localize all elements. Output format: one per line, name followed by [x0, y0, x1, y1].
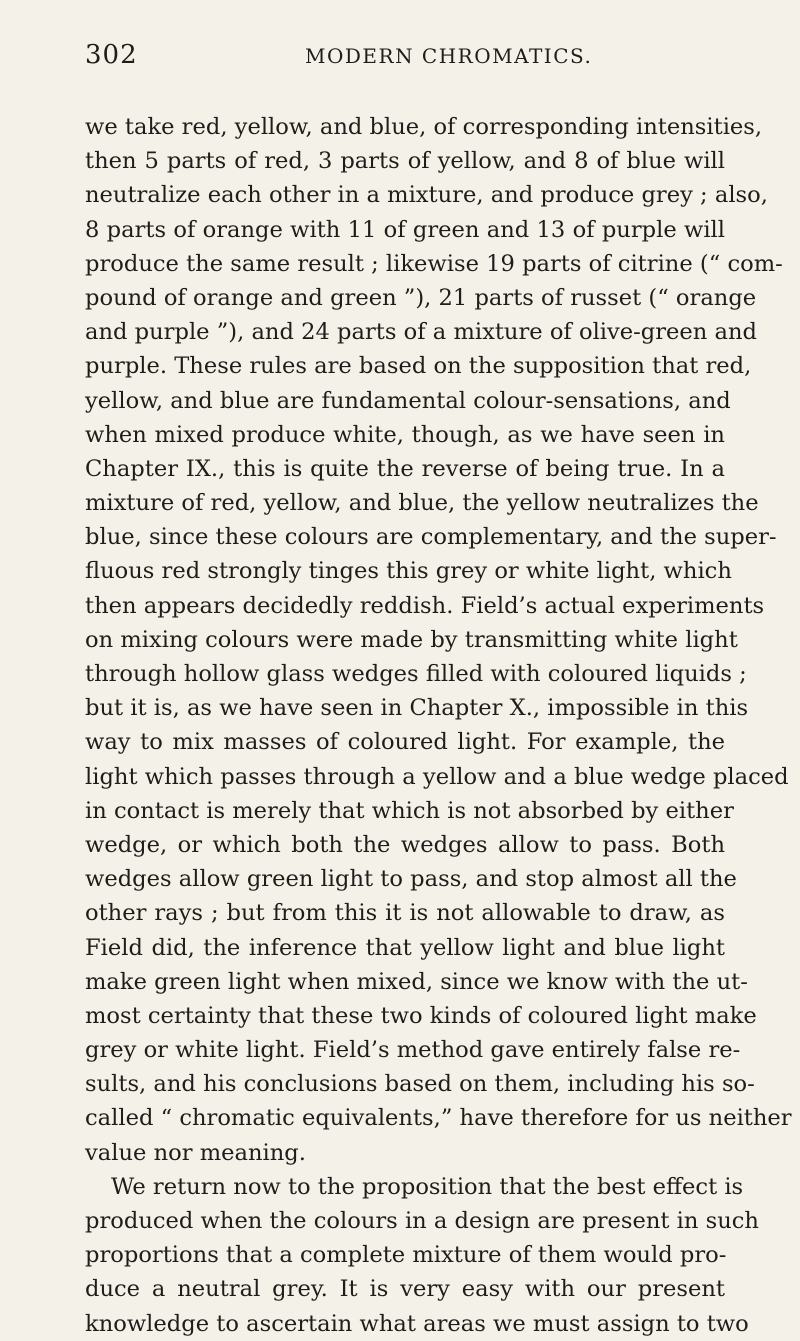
text-line-paragraph-end: value nor meaning. [85, 1139, 306, 1166]
text-line: most certainty that these two kinds of coloured light make [85, 1002, 757, 1029]
text-line: when mixed produce white, though, as we have seen in [85, 421, 725, 448]
text-line: pound of orange and green ”), 21 parts of russet (“ orange [85, 284, 757, 311]
text-line: proportions that a complete mixture of them would pro- [85, 1242, 727, 1269]
text-line: through hollow glass wedges filled with coloured liquids ; [85, 661, 747, 687]
text-line: duce a neutral grey. It is very easy with our present [85, 1276, 725, 1303]
text-line: yellow, and blue are fundamental colour-sensations, and [85, 387, 731, 414]
text-line: grey or white light. Field’s method gave entirely false re- [85, 1037, 741, 1064]
text-line: mixture of red, yellow, and blue, the yellow neutralizes the [85, 490, 759, 517]
body-text [85, 110, 792, 1341]
text-line: Field did, the inference that yellow light and blue light [85, 934, 725, 961]
running-head: MODERN CHROMATICS. [305, 44, 593, 68]
text-line: wedge, or which both the wedges allow to pass. Both [85, 831, 725, 858]
text-line: in contact is merely that which is not absorbed by either [85, 797, 734, 824]
text-line: produce the same result ; likewise 19 parts of citrine (“ com- [85, 250, 783, 277]
text-line: Chapter IX., this is quite the reverse of being true. In a [85, 455, 725, 482]
text-line: and purple ”), and 24 parts of a mixture of olive-green and [85, 319, 758, 346]
text-line: way to mix masses of coloured light. For example, the [85, 729, 725, 756]
text-line: produced when the colours in a design are present in such [85, 1208, 759, 1234]
text-line: other rays ; but from this it is not allowable to draw, as [85, 900, 725, 927]
text-line: light which passes through a yellow and a blue wedge placed [85, 763, 789, 790]
text-line: but it is, as we have seen in Chapter X., impossible in this [85, 695, 749, 722]
text-line: called “ chromatic equivalents,” have therefore for us neither [85, 1105, 792, 1132]
text-line-paragraph-start: We return now to the proposition that the best effect is [111, 1173, 744, 1200]
text-line: blue, since these colours are complementary, and the super- [85, 524, 777, 551]
text-line: then 5 parts of red, 3 parts of yellow, and 8 of blue will [85, 148, 725, 175]
page-number: 302 [85, 40, 138, 70]
text-line: 8 parts of orange with 11 of green and 13 of purple will [85, 216, 725, 243]
text-line: knowledge to ascertain what areas we must assign to two [85, 1310, 749, 1337]
text-line: we take red, yellow, and blue, of corresponding intensities, [85, 114, 763, 140]
page-header [85, 40, 720, 80]
text-line: wedges allow green light to pass, and stop almost all the [85, 866, 737, 893]
text-line: make green light when mixed, since we know with the ut- [85, 968, 748, 995]
text-line: purple. These rules are based on the supposition that red, [85, 353, 752, 380]
text-line: then appears decidedly reddish. Field’s actual experiments [85, 592, 765, 619]
text-line: sults, and his conclusions based on them, including his so- [85, 1071, 755, 1098]
text-line: fluous red strongly tinges this grey or white light, which [85, 558, 732, 585]
text-line: on mixing colours were made by transmitting white light [85, 626, 738, 653]
text-line: neutralize each other in a mixture, and produce grey ; also, [85, 182, 768, 209]
